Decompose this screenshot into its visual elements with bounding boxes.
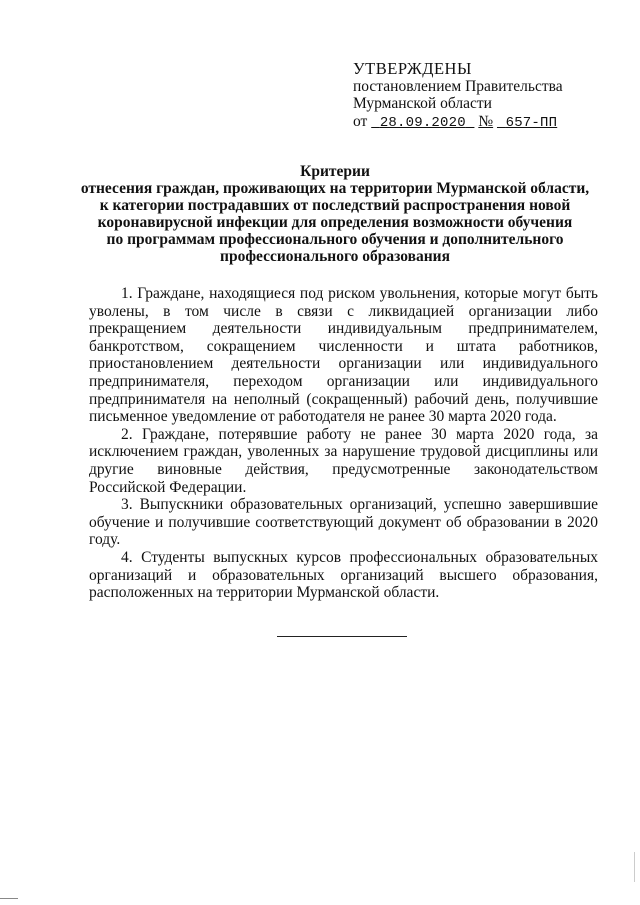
scan-artifact-right [634,852,635,882]
title-heading: Критерии [300,163,370,180]
title-line: отнесения граждан, проживающих на территории Мурманской области, [80,180,590,197]
title-line: коронавирусной инфекции для определения возможности обучения [97,214,573,231]
criteria-item-2: 2. Граждане, потерявшие работу не ранее 30 марта 2020 года, за исключением граждан, уволенных за нарушение трудовой дисциплины или другие виновные действия, предусмотренные законодательством Российской Федерации. [89,425,598,496]
title-line: к категории пострадавших от последствий распространения новой [99,197,571,214]
approval-date: 28.09.2020 [379,114,466,131]
document-title [70,163,600,265]
approval-title: УТВЕРЖДЕНЫ [353,59,472,78]
criteria-list [89,285,598,602]
number-sign: № [478,112,494,130]
approval-stamp [353,60,613,132]
approval-line-2: Мурманской области [353,95,492,112]
criteria-item-4: 4. Студенты выпускных курсов профессиональных образовательных организаций и образовательных организаций высшего образования, расположенных на территории Мурманской области. [89,548,598,602]
approval-number: 657-ПП [505,114,558,131]
criteria-item-1: 1. Граждане, находящиеся под риском увольнения, которые могут быть уволены, в том числе в связи с ликвидацией организации либо прекращением деятельности индивидуальным предпринимателем, банкротством, сокращением численности и штата работников, приостановлением деятельности организации или индивидуального предпринимателя, переходом организации или индивидуального предпринимателя на неполный (сокращенный) рабочий день, получившие письменное уведомление от работодателя не ранее 30 марта 2020 года. [89,285,598,426]
title-line: профессионального образования [220,248,450,265]
title-line: по программам профессионального обучения и дополнительного [106,231,564,248]
criteria-item-3: 3. Выпускники образовательных организаций, успешно завершившие обучение и получившие соответствующий документ об образовании в 2020 году. [89,496,598,549]
approval-line-1: постановлением Правительства [353,77,563,95]
scan-artifact-left [0,898,18,899]
approval-date-line [353,113,613,133]
date-prefix: от [353,112,368,130]
closing-separator-line [277,636,407,637]
